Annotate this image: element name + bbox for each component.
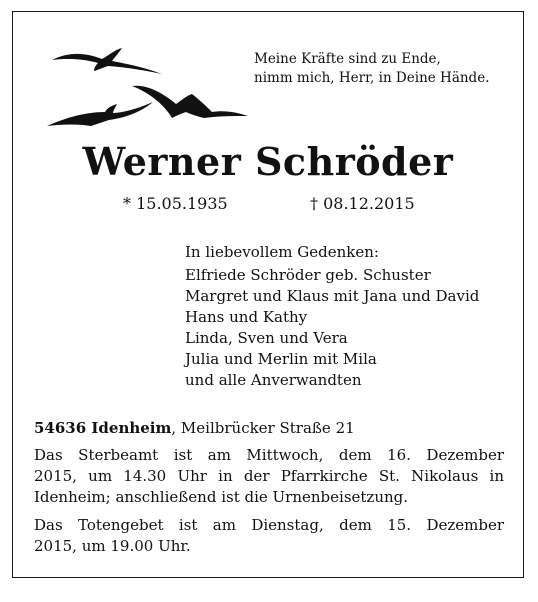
verse-line: Meine Kräfte sind zu Ende, — [254, 51, 441, 67]
paragraph-line: Das Sterbeamt ist am Mittwoch, dem 16. Dezember — [34, 446, 504, 464]
mourners-intro: In liebevollem Gedenken: — [185, 243, 379, 261]
birth-date: * 15.05.1935 — [123, 194, 228, 213]
paragraph-line: 2015, um 19.00 Uhr. — [34, 537, 191, 555]
verse-line: nimm mich, Herr, in Deine Hände. — [254, 70, 490, 86]
mourner-line: Hans und Kathy — [185, 308, 308, 326]
address — [34, 418, 355, 439]
paragraph-line: Das Totengebet ist am Dienstag, dem 15. Dezember — [34, 516, 504, 534]
mourner-line: und alle Anverwandten — [185, 371, 362, 389]
address-street: , Meilbrücker Straße 21 — [171, 419, 355, 437]
bird-icon — [50, 46, 165, 76]
death-date: † 08.12.2015 — [310, 194, 415, 213]
obituary-card — [12, 11, 524, 578]
paragraph-line: 2015, um 14.30 Uhr in der Pfarrkirche St. Nikolaus in — [34, 467, 504, 485]
verse — [254, 50, 514, 88]
mourner-line: Elfriede Schröder geb. Schuster — [185, 266, 431, 284]
address-city: 54636 Idenheim — [34, 419, 172, 437]
flying-birds-icon — [35, 38, 255, 133]
mourner-line: Margret und Klaus mit Jana und David — [185, 287, 480, 305]
funeral-mass-paragraph — [34, 445, 504, 508]
mourner-line: Julia und Merlin mit Mila — [185, 350, 377, 368]
deceased-name: Werner Schröder — [82, 139, 454, 184]
prayer-paragraph — [34, 515, 504, 557]
bird-icon — [45, 100, 155, 130]
mourner-line: Linda, Sven und Vera — [185, 329, 348, 347]
mourners-list — [185, 242, 515, 391]
paragraph-line: Idenheim; anschließend ist die Urnenbeisetzung. — [34, 488, 409, 506]
